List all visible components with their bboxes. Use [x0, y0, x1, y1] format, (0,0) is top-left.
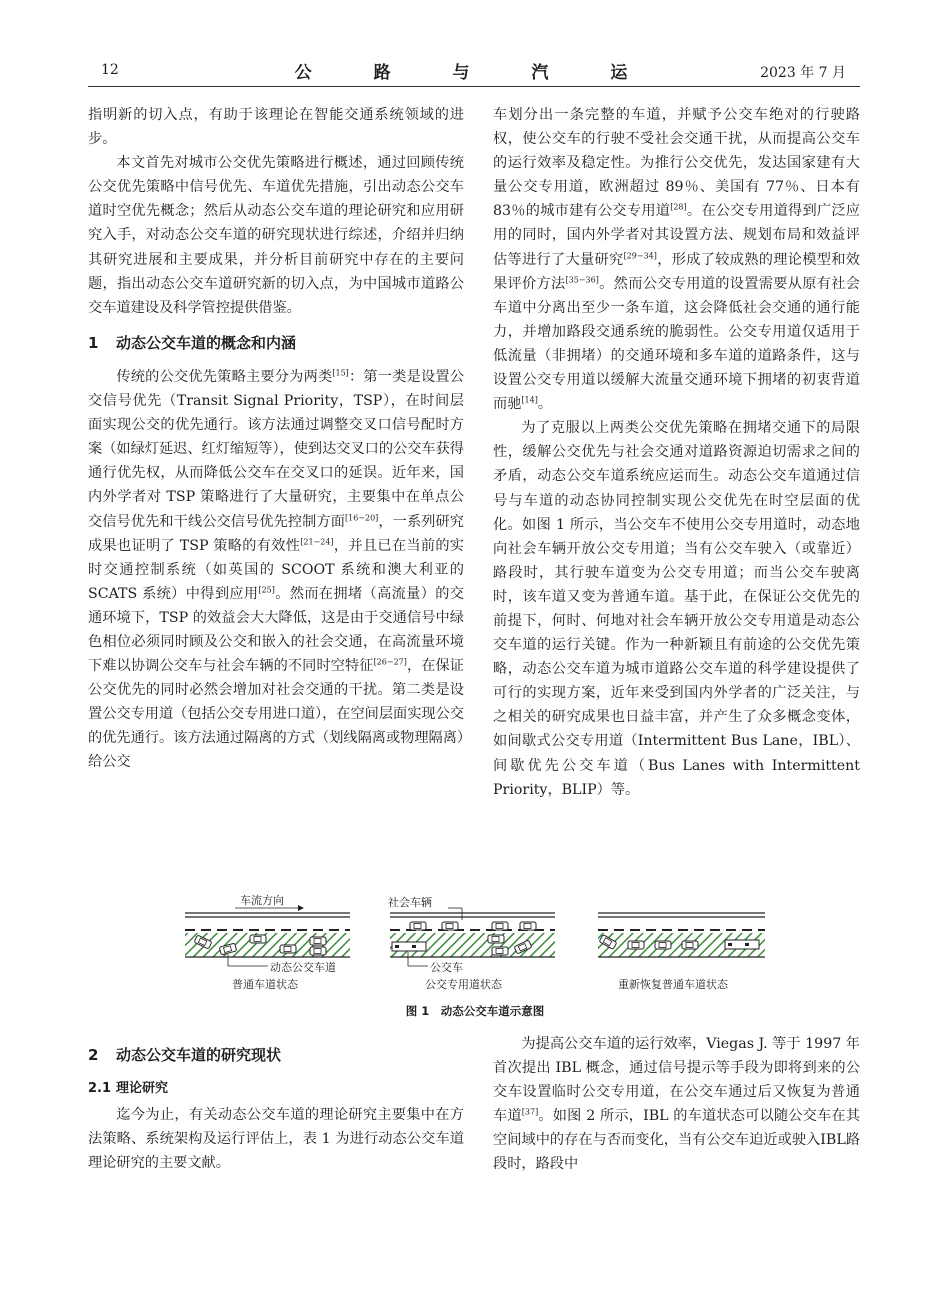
figure-1	[180, 890, 780, 990]
citation: [26−27]	[373, 657, 407, 667]
citation: [21−24]	[300, 536, 334, 546]
panel-restored-lane	[598, 913, 765, 957]
paragraph: 传统的公交优先策略主要分为两类[15]：第一类是设置公交信号优先（Transit Signal Priority，TSP），在时间层面实现公交的优先通行。该方法通过调整交叉口信号配时方案（如绿灯延迟、红灯缩短等），使到达交叉口的公交车获得通行优先权，从而降低公交车在交叉口的延误。近年来，国内外学者对 TSP 策略进行了大量研究，主要集中在单点公交信号优先和干线公交信号优先控制方面[16−20]，一系列研究成果也证明了 TSP 策略的有效性[21−24]，并且已在当前的实时交通控制系统（如英国的 SCOOT 系统和澳大利亚的 SCATS 系统）中得到应用[25]。然而在拥堵（高流量）的交通环境下，TSP 的效益会大大降低，这是由于交通信号中绿色相位必须同时顾及公交和嵌入的社会交通，在高流量环境下难以协调公交车与社会车辆的不同时空特征[26−27]，在保证公交优先的同时必然会增加对社会交通的干扰。第二类是设置公交专用道（包括公交专用进口道），在空间层面实现公交的优先通行。该方法通过隔离的方式（划线隔离或物理隔离）给公交	[88, 368, 464, 771]
page-number: 12	[101, 62, 119, 78]
section-heading: 1 动态公交车道的概念和内涵	[88, 333, 297, 352]
citation: [28]	[670, 202, 687, 212]
panel-normal-lane	[185, 905, 350, 966]
paragraph: 本文首先对城市公交优先策略进行概述，通过回顾传统公交优先策略中信号优先、车道优先措施，引出动态公交车道时空优先概念；然后从动态公交车道的理论研究和应用研究入手，对动态公交车道的研究现状进行综述，介绍并归纳其研究进展和主要成果，并分析目前研究中存在的主要问题，指出动态公交车道研究新的切入点，为中国城市道路公交车道建设及科学管控提供借鉴。	[88, 155, 464, 316]
paragraph: 为提高公交车道的运行效率，Viegas J. 等于 1997 年首次提出 IBL 概念，通过信号提示等手段为即将到来的公交车设置临时公交专用道，在公交车通过后又恢复为普通车道[37]。如图 2 所示，IBL 的车道状态可以随公交车在其空间域中的存在与否而变化，当有公交车迫近或驶入IBL路段时，路段中	[493, 1036, 860, 1173]
flow-direction-label: 车流方向	[240, 894, 284, 907]
figure-caption: 图 1 动态公交车道示意图	[405, 1004, 545, 1018]
citation: [29−34]	[623, 250, 657, 260]
panel-bus-only-lane	[390, 908, 555, 966]
paragraph: 迄今为止，有关动态公交车道的理论研究主要集中在方法策略、系统架构及运行评估上，表 1 为进行动态公交车道理论研究的主要文献。	[88, 1107, 464, 1172]
paragraph: 车划分出一条完整的车道，并赋予公交车绝对的行驶路权，使公交车的行驶不受社会交通干扰，从而提高公交车的运行效率及稳定性。为推行公交优先，发达国家建有大量公交专用道，欧洲超过 89％、美国有 77％、日本有 83％的城市建有公交专用道[28]。在公交专用道得到广泛应用的同时，国内外学者对其设置方法、规划布局和效益评估等进行了大量研究[29−34]，形成了较成熟的理论模型和效果评价方法[35−36]。然而公交专用道的设置需要从原有社会车道中分离出至少一条车道，这会降低社会交通的通行能力，并增加路段交通系统的脆弱性。公交专用道仅适用于低流量（非拥堵）的交通环境和多车道的道路条件，这与设置公交专用道以缓解大流量交通环境下拥堵的初衷背道而驰[14]。	[493, 107, 860, 413]
social-vehicle-label: 社会车辆	[388, 896, 432, 909]
section-heading: 2 动态公交车道的研究现状	[88, 1046, 282, 1064]
citation: [14]	[521, 395, 538, 405]
paragraph: 为了克服以上两类公交优先策略在拥堵交通下的局限性，缓解公交优先与社会交通对道路资源迫切需求之间的矛盾，动态公交车道系统应运而生。动态公交车道通过信号与车道的动态协同控制实现公交优先在时空层面的优化。如图 1 所示，当公交车不使用公交专用道时，动态地向社会车辆开放公交专用道；当有公交车驶入（或靠近）路段时，其行驶车道变为公交专用道；而当公交车驶离时，该车道又变为普通车道。基于此，在保证公交优先的前提下，何时、何地对社会车辆开放公交专用道是动态公交车道的运行关键。作为一种新颖且有前途的公交优先策略，动态公交车道为城市道路公交车道的科学建设提供了可行的实现方案，近年来受到国内外学者的广泛关注，与之相关的研究成果也日益丰富，并产生了众多概念变体，如间歇式公交专用道（Intermittent Bus Lane，IBL）、间歇优先公交车道（Bus Lanes with Intermittent Priority，BLIP）等。	[493, 420, 860, 798]
panel3-caption: 重新恢复普通车道状态	[618, 978, 728, 991]
citation: [16−20]	[345, 512, 379, 522]
header-rule	[88, 86, 860, 87]
bus-label: 公交车	[430, 961, 463, 974]
panel2-caption: 公交专用道状态	[425, 978, 502, 991]
journal-title: 公 路 与 汽 运	[294, 63, 656, 83]
citation: [37]	[521, 1107, 539, 1117]
subsection-heading: 2.1 理论研究	[88, 1081, 169, 1097]
bottom-left-column	[88, 1032, 464, 1175]
citation: [25]	[258, 585, 275, 595]
bottom-right-column	[493, 1032, 860, 1177]
panel1-caption: 普通车道状态	[232, 978, 298, 991]
citation: [35−36]	[565, 274, 599, 284]
issue-date: 2023 年 7 月	[760, 65, 846, 81]
left-column	[88, 103, 464, 775]
paragraph: 指明新的切入点，有助于该理论在智能交通系统领域的进步。	[88, 107, 464, 148]
right-column	[493, 103, 860, 802]
citation: [15]	[332, 368, 349, 378]
dynamic-lane-label: 动态公交车道	[270, 961, 336, 974]
